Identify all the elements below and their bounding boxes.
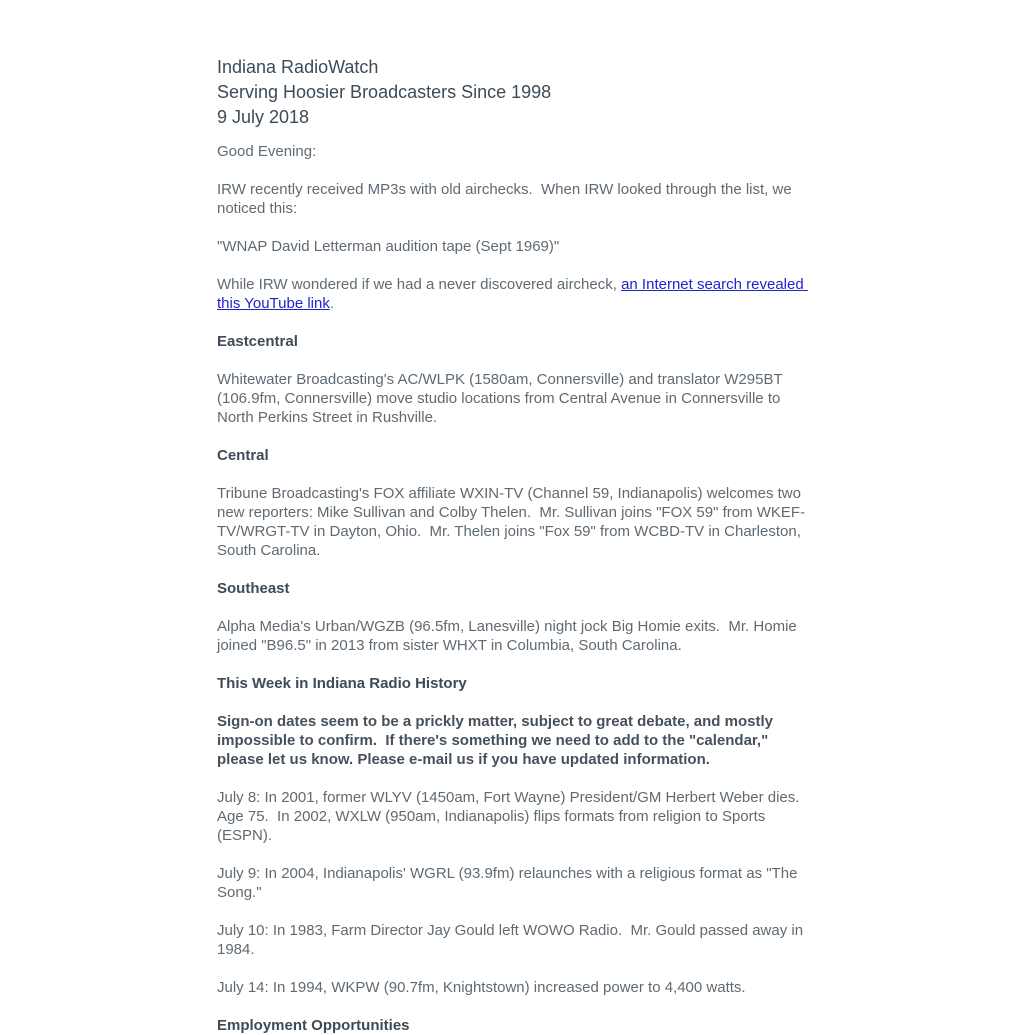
page-title: Indiana RadioWatch [217,57,379,77]
youtube-link[interactable]: an Internet search revealed this YouTube link [217,276,808,312]
page-subtitle: Serving Hoosier Broadcasters Since 1998 [217,82,552,102]
history-july-14-paragraph: July 14: In 1994, WKPW (90.7fm, Knightstown) increased power to 4,400 watts. [217,979,746,996]
page-date: 9 July 2018 [217,107,310,127]
section-heading-southeast: Southeast [217,580,290,597]
section-heading-eastcentral: Eastcentral [217,333,298,350]
section-heading-employment: Employment Opportunities [217,1017,410,1034]
aircheck-quote-paragraph: "WNAP David Letterman audition tape (Sept 1969)" [217,238,560,255]
central-paragraph: Tribune Broadcasting's FOX affiliate WXIN-TV (Channel 59, Indianapolis) welcomes two new reporters: Mike Sullivan and Colby Thelen. Mr. Sullivan joins "FOX 59" from WKEF-TV/WRGT-TV in Dayton, Ohio. Mr. Thelen joins "Fox 59" from WCBD-TV in Charleston, South Carolina. [217,485,806,559]
link-paragraph-after-text: . [329,295,335,312]
link-paragraph-before-text: While IRW wondered if we had a never discovered aircheck, [217,276,622,293]
eastcentral-paragraph: Whitewater Broadcasting's AC/WLPK (1580am, Connersville) and translator W295BT (106.9fm, Connersville) move studio locations from Central Avenue in Connersville to North Perkins Street in Rushville. [217,371,787,426]
history-july-10-paragraph: July 10: In 1983, Farm Director Jay Gould left WOWO Radio. Mr. Gould passed away in 1984. [217,922,808,958]
history-july-9-paragraph: July 9: In 2004, Indianapolis' WGRL (93.9fm) relaunches with a religious format as "The Song." [217,865,802,901]
newsletter-masthead [217,55,806,130]
history-july-8-paragraph: July 8: In 2001, former WLYV (1450am, Fort Wayne) President/GM Herbert Weber dies. Age 75. In 2002, WXLW (950am, Indianapolis) flips formats from religion to Sports (ESPN). [217,789,807,844]
sign-on-dates-note: Sign-on dates seem to be a prickly matter, subject to great debate, and mostly impossible to confirm. If there's something we need to add to the "calendar," please let us know. Please e-mail us if you have updated information. [217,713,778,768]
intro-paragraph: IRW recently received MP3s with old airchecks. When IRW looked through the list, we noticed this: [217,181,796,217]
southeast-paragraph: Alpha Media's Urban/WGZB (96.5fm, Lanesville) night jock Big Homie exits. Mr. Homie joined "B96.5" in 2013 from sister WHXT in Columbia, South Carolina. [217,618,801,654]
section-heading-radio-history: This Week in Indiana Radio History [217,675,467,692]
greeting-paragraph: Good Evening: [217,143,317,160]
youtube-link-paragraph [217,275,806,313]
section-heading-central: Central [217,447,269,464]
